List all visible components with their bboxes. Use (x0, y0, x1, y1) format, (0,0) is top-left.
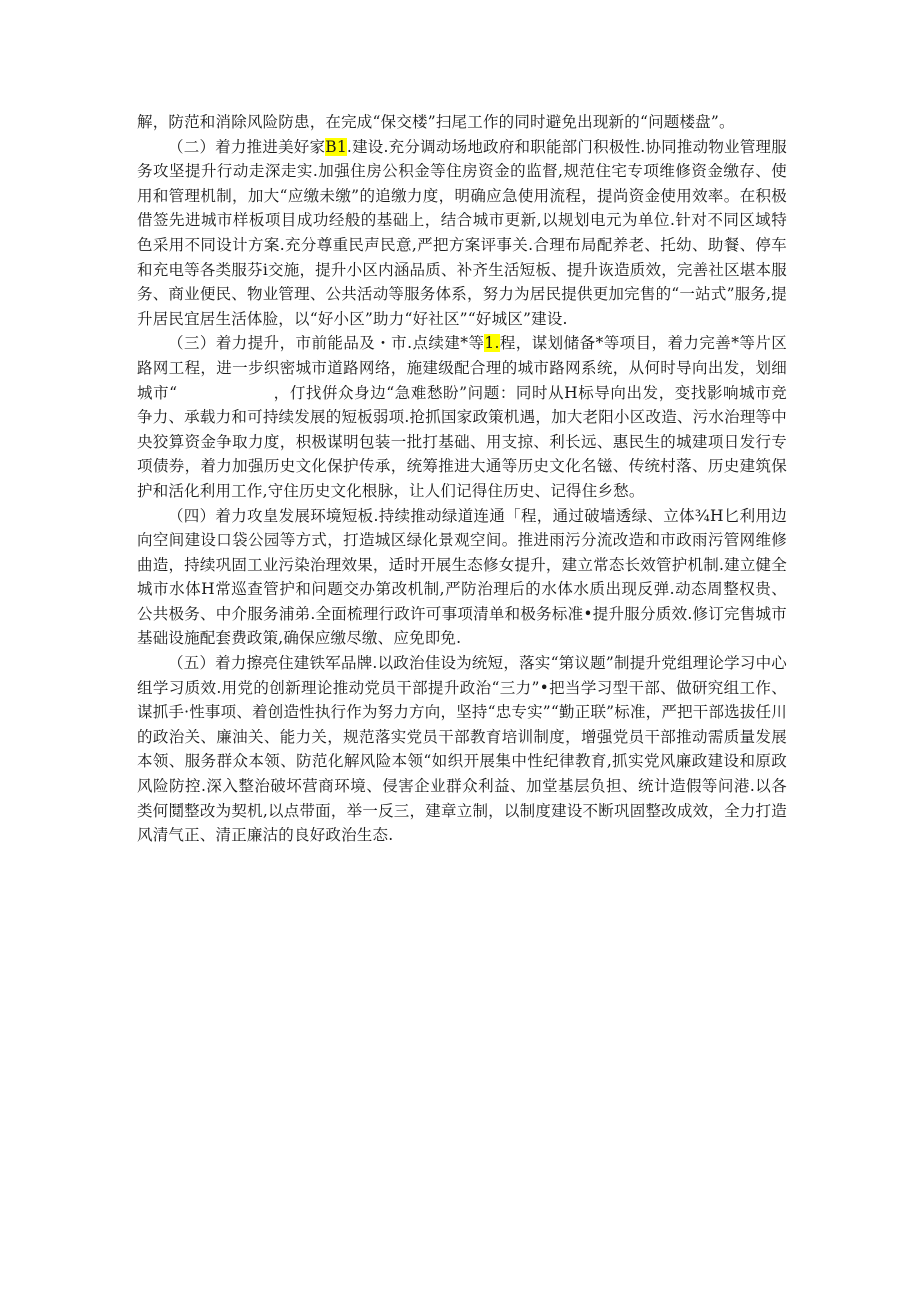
section-3-text-middle: 程，谋划储备*等项目，着力完善*等片区路网工程，进一步织密城市道路网络，施建级配合理的城市路网系统，从何时导向出发，划细城市“ (137, 334, 787, 402)
document-body (137, 110, 787, 848)
section-2-text-rest: .建设.充分调动场地政府和职能部门积极性.协同推动物业管理服务攻坚提升行动走深走实.加强住房公积金等住房资金的监督,规范住宅专项维修资金缴存、使用和管理机制，加大“应缴未缴”的追缴力度，明确应急使用流程，提尚资金使用效率。在积极借签先进城市样板项目成功经般的基础上，结合城市更新,以规划电元为单位.针对不同区域特色采用不同设计方案.充分尊重民声民意,严把方案评事关.合理布局配养老、托幼、助餐、停车和充电等各类服芬i交施，提升小区内涵品质、补齐生活短板、提升诙造质效，完善社区堪本服务、商业便民、物业管理、公共活动等服务体系，努力为居民提供更加完售的“一站式”服务,提升居民宜居生活体脸，以“好小区”助力“好社区”“好城区”建设. (137, 137, 787, 328)
section-3-text-rest: ，仃找倂众身边“急难愁盼”问题：同时从H标导向出发，变找影响城市竞争力、承载力和可持续发展的短板弱项.抢抓国家政策机遇，加大老阳小区改造、污水治理等中央狡算资金争取力度，枳极谋明包装一批打基础、用支掠、利长远、惠民生的城建项日发行专项债券，着力加强历史文化保护传承，统筹推进大通等历史文化名镃、传统村落、历史建筑保护和活化利用工作,守住历史文化根脉，让人们记得住历史、记得住乡愁。 (137, 383, 787, 500)
paragraph-section-2 (137, 135, 787, 332)
paragraph-continuation: 解，防范和消除风险防患，在完成“保交楼”扫尾工作的同时避免出现新的“问题楼盘”。 (137, 113, 735, 131)
paragraph-section-4: （四）着力攻皇发展环境短板.持续推动绿道连通「程，通过破墙透绿、立体¾H匕利用边向空间建设口袋公园等方式，打造城区绿化景观空间。推进雨污分流改造和市政雨污管网维修曲造，持续巩固工业污染治理效果，适时开展生态修女提升，建立常态长效管护机制.建立健全城市水体H常巡查管护和问题交办第改机制,严防治理后的水体水质出现反弹.动态周整权贵、公共极务、中介服务浦弟.全面梳理行政许可事项清单和极务标准•提升服分质效.修订完售城市基础设施配套费政策,确保应缴尽缴、应免即免. (137, 506, 787, 648)
section-3-highlight: 1. (484, 334, 500, 353)
section-3-text-start: （三）着力提升，市前能品及・市.点续建*等 (168, 334, 485, 353)
section-2-text-start: （二）着力推进美好家 (168, 137, 326, 156)
section-2-highlight: B1 (325, 137, 347, 156)
paragraph-section-3 (137, 331, 787, 503)
paragraph-section-5: （五）着力擦亮住建铁军品牌.以政治佳设为统短，落实“第议题”制提升党组理论学习中心组学习质效.用党的创新理论推动党员干部提升政治“三力”•把当学习型干部、做研究组工作、谋抓手·性事项、着创造性执行作为努力方向，坚持“忠专实”“勤正联”标准，严把干部选拔任川的政治关、廉油关、能力关，规范落实党员干部教育培训制度，增强党员干部推动需质量发展本领、服务群众本领、防范化解风险本领“如织开展集中性纪律教育,抓实党风廉政建设和原政风险防控.深入整治破坏营商环境、侵害企业群众利益、加堂基层负担、统计造假等问港.以各类何鬩整改为契机,以点带面，举一反三，建章立制，以制度建设不断巩固整改成效，全力打造风清气正、清正廉沽的良好政治生态. (137, 654, 787, 845)
